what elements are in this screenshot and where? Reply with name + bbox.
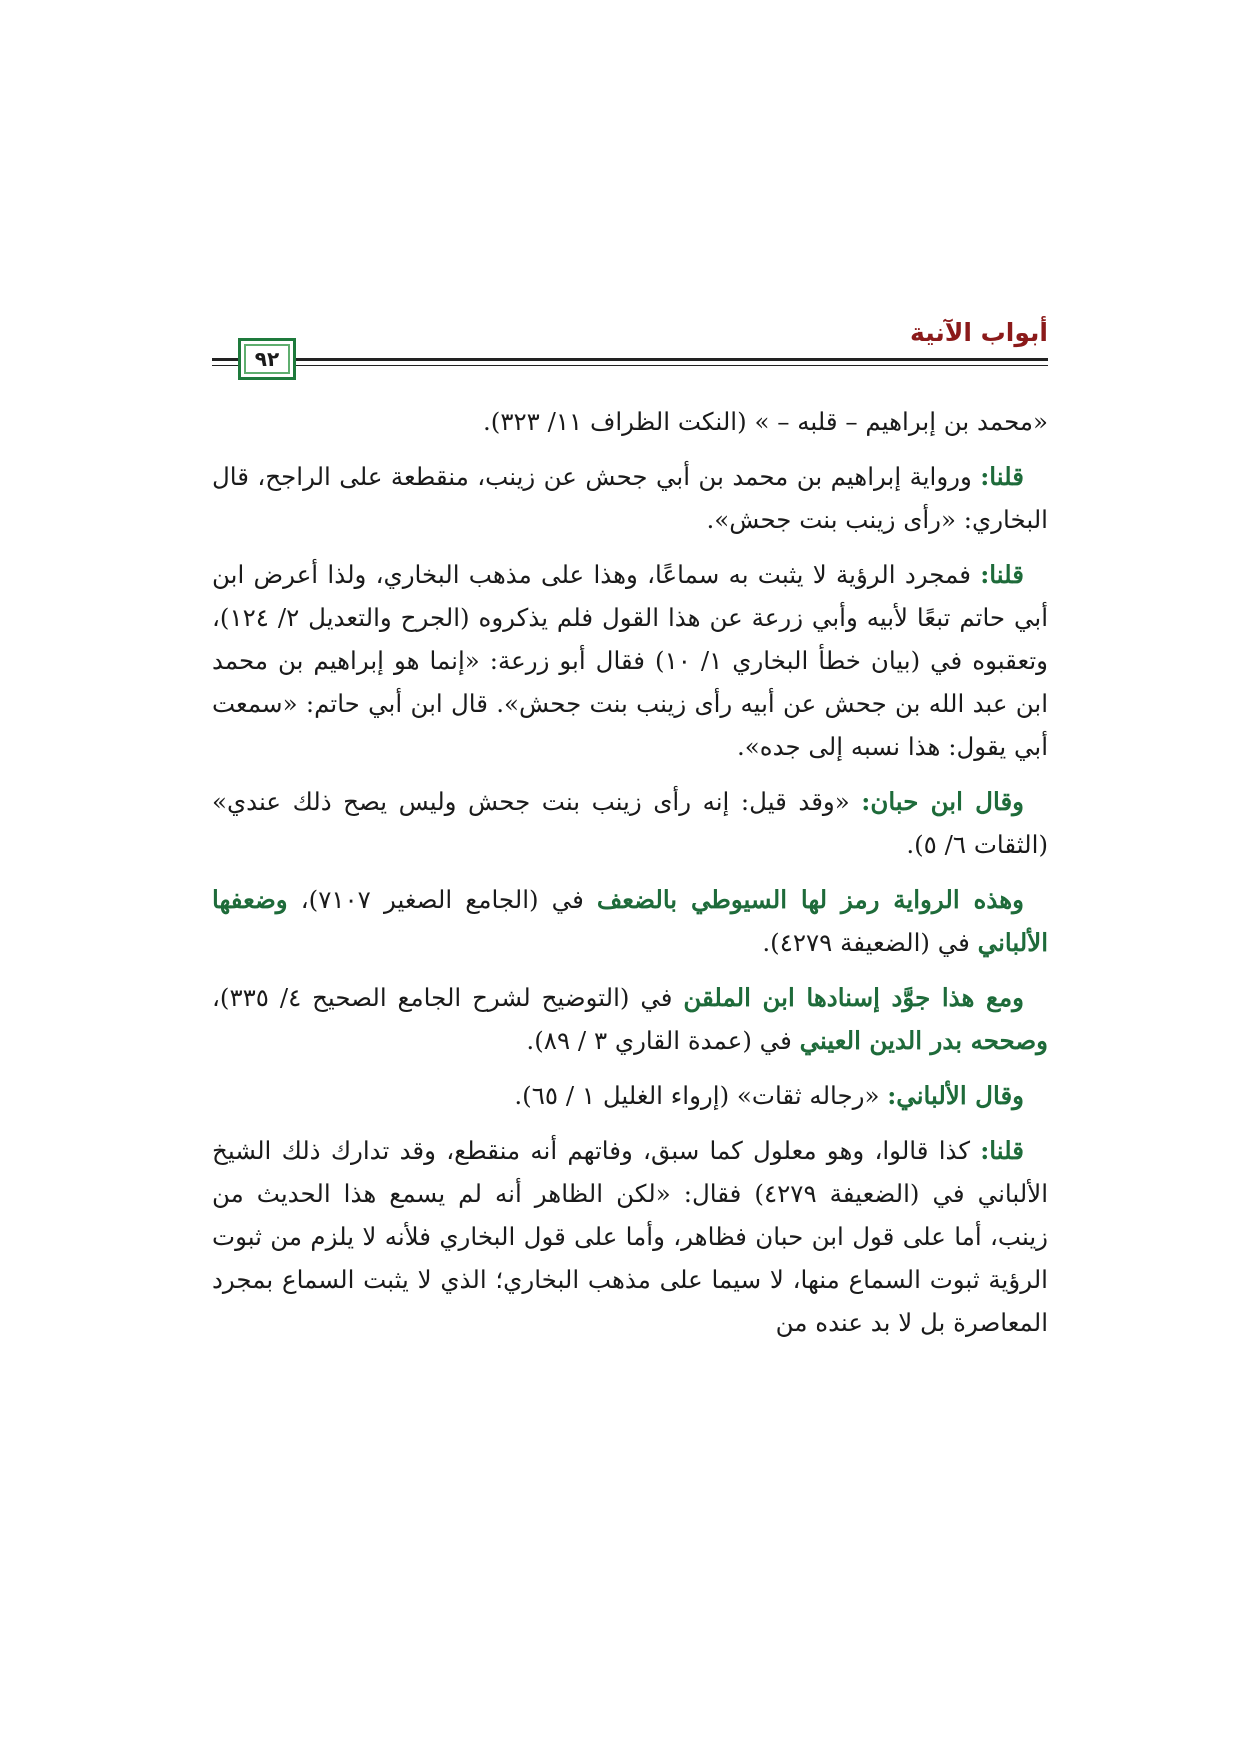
paragraph-text: «رجاله ثقات» (إرواء الغليل ١ / ٦٥). bbox=[514, 1081, 888, 1110]
paragraph-4 bbox=[212, 780, 1048, 866]
page-number-badge bbox=[238, 338, 296, 380]
paragraph-5 bbox=[212, 878, 1048, 964]
lead-label-2: وصححه بدر الدين العيني bbox=[799, 1026, 1048, 1055]
paragraph-3 bbox=[212, 553, 1048, 768]
paragraph-text: في (الجامع الصغير ٧١٠٧)، bbox=[287, 885, 597, 914]
paragraph-text: في (التوضيح لشرح الجامع الصحيح ٤/ ٣٣٥)، bbox=[212, 983, 684, 1012]
lead-label: قلنا: bbox=[980, 462, 1024, 491]
paragraph-text: «وقد قيل: إنه رأى زينب بنت جحش وليس يصح ذلك عندي» (الثقات ٦/ ٥). bbox=[212, 787, 1048, 859]
paragraph-text-end: في (الضعيفة ٤٢٧٩). bbox=[762, 928, 978, 957]
lead-label: وقال ابن حبان: bbox=[861, 787, 1024, 816]
paragraph-text: فمجرد الرؤية لا يثبت به سماعًا، وهذا على مذهب البخاري، ولذا أعرض ابن أبي حاتم تبعًا لأبيه وأبي زرعة عن هذا القول فلم يذكروه (الجرح والتعديل ٢/ ١٢٤)، وتعقبوه في (بيان خطأ البخاري ١/ ١٠) فقال أبو زرعة: «إنما هو إبراهيم بن محمد ابن عبد الله بن جحش عن أبيه رأى زينب بنت جحش». قال ابن أبي حاتم: «سمعت أبي يقول: هذا نسبه إلى جده». bbox=[212, 560, 1048, 761]
lead-label: قلنا: bbox=[980, 1136, 1024, 1165]
paragraph-6 bbox=[212, 976, 1048, 1062]
paragraph-text: «محمد بن إبراهيم – قلبه – » (النكت الظراف ١١/ ٣٢٣). bbox=[482, 407, 1048, 436]
paragraph-text: كذا قالوا، وهو معلول كما سبق، وفاتهم أنه منقطع، وقد تدارك ذلك الشيخ الألباني في (الضعيفة ٤٢٧٩) فقال: «لكن الظاهر أنه لم يسمع هذا الحديث من زينب، أما على قول ابن حبان فظاهر، وأما على قول البخاري فلأنه لا يلزم من ثبوت الرؤية ثبوت السماع منها، لا سيما على مذهب البخاري؛ الذي لا يثبت السماع بمجرد المعاصرة بل لا بد عنده من bbox=[212, 1136, 1048, 1337]
paragraph-1 bbox=[212, 400, 1048, 443]
lead-label-2: وضعفها الألباني bbox=[212, 885, 1048, 957]
lead-label: وهذه الرواية رمز لها السيوطي بالضعف bbox=[596, 885, 1024, 914]
header-rule-thin bbox=[212, 365, 1048, 366]
page-number: ٩٢ bbox=[254, 347, 280, 371]
chapter-title: أبواب الآنية bbox=[910, 318, 1048, 347]
paragraph-text-end: في (عمدة القاري ٣ / ٨٩). bbox=[526, 1026, 800, 1055]
paragraph-2 bbox=[212, 455, 1048, 541]
paragraph-7 bbox=[212, 1074, 1048, 1117]
lead-label: وقال الألباني: bbox=[887, 1081, 1024, 1110]
page-body bbox=[212, 400, 1048, 1356]
paragraph-8 bbox=[212, 1129, 1048, 1344]
lead-label: قلنا: bbox=[980, 560, 1024, 589]
paragraph-text: ورواية إبراهيم بن محمد بن أبي جحش عن زينب، منقطعة على الراجح، قال البخاري: «رأى زينب بنت جحش». bbox=[212, 462, 1048, 534]
header-rule bbox=[212, 358, 1048, 361]
page-header bbox=[212, 318, 1048, 384]
lead-label: ومع هذا جوَّد إسنادها ابن الملقن bbox=[683, 983, 1024, 1012]
